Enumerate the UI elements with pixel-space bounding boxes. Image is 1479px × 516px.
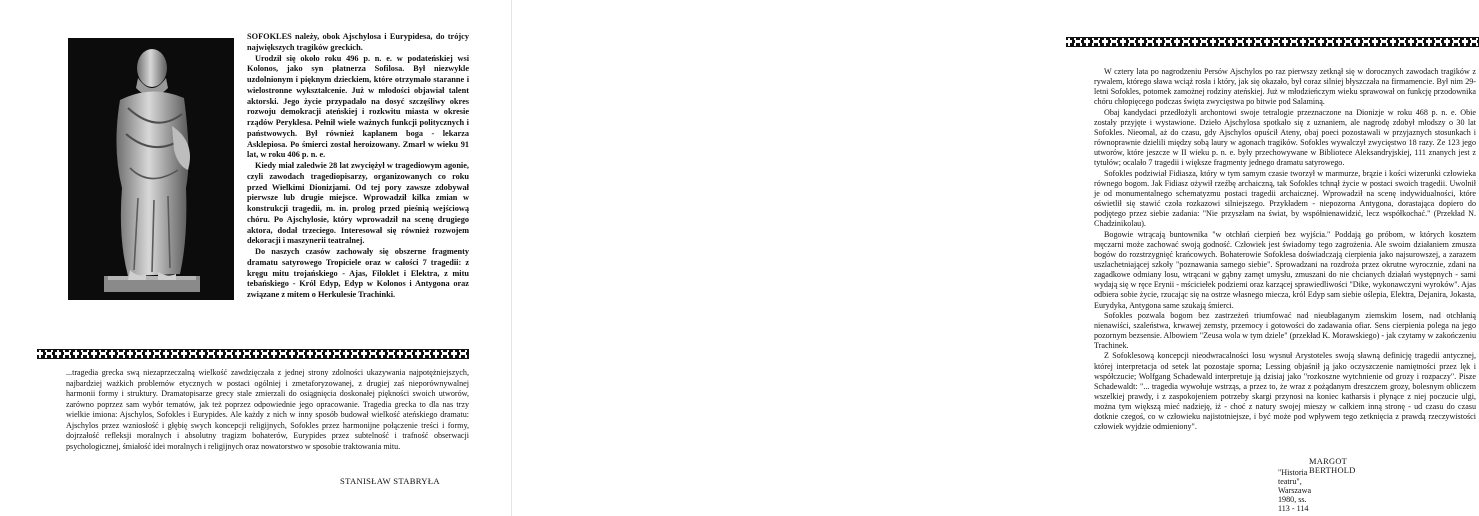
intro-paragraph: Kiedy miał zaledwie 28 lat zwyciężył w tragediowym agonie, czyli zawodach tragediopisarzy, organizowanych co roku przed Wielkimi Dionizjami. Od tej pory zawsze zdobywał pierwsze lub drugie miejsce. Wprowadził kilka zmian w konstrukcji tragedii, m. in. prolog przed pieśnią wejściową chóru. Po Ajschylosie, który wprowadził na scenę drugiego aktora, dodał trzeciego. Interesował się również rozwojem dekoracji i maszynerii teatralnej. (247, 161, 469, 246)
left-page (0, 0, 512, 516)
greek-key-border (37, 349, 469, 359)
closing-quote-author: STANISŁAW STABRYŁA (340, 476, 440, 486)
closing-quote-text: ...tragedia grecka swą niezaprzeczalną wielkość zawdzięczała z jednej strony zdolności ukazywania najpotężniejszych, najbardziej ważkich problemów etycznych w postaci ogólniej i zmetaforyzowanej, z drugiej zaś nieporównywalnej harmonii formy i struktury. Dramatopisarze grecy stale zmierzali do osiągnięcia doskonałej piękności swoich utworów, zarówno poprzez sam wybór tematów, jak też poprzez odpowiednie jego opracowanie. Tragedia grecka to dla nas trzy wielkie imiona: Ajschylos, Sofokles i Eurypides. Ale każdy z nich w inny sposób budował wielkość ateńskiego dramatu: Ajschylos przez wzniosłość i głębię swych koncepcji religijnych, Sofokles przez harmonijne połączenie treści i formy, dojrzałość refleksji moralnych i absolutny tragizm bohaterów, Eurypides przez subtelność i trafność obserwacji psychologicznej, śmiałość idei moralnych i religijnych oraz nowatorstwo w sposobie traktowania mitu. (66, 368, 469, 451)
greek-key-border (1066, 37, 1479, 47)
intro-paragraph: SOFOKLES należy, obok Ajschylosa i Eurypidesa, do trójcy największych tragików greckich. (247, 32, 469, 52)
excerpt-paragraph: Sofokles podziwiał Fidiasza, który w tym samym czasie tworzył w marmurze, brązie i kości wizerunki człowieka równego bogom. Jak Fidiasz ożywił rzeźbę archaiczną, tak Sofokles tchnął życie w postaci swoich tragedii. Uwolnił je od monumentalnego schematyzmu postaci tragedii archaicznej. Wprowadził na scenę indywidualności, które oświetlił się stawić czoła rozkazowi silniejszego. Przykładem - niepozorna Antygona, dorastająca dopiero do podjętego przez siebie zadania: "Nie przyszłam na świat, by współnienawidzić, lecz współkochać." (Przekład N. Chadzinikolau). (1094, 168, 1476, 229)
right-page (512, 0, 1476, 516)
sophocles-biography (247, 32, 469, 301)
greek-key-pattern (1066, 40, 1479, 43)
intro-paragraph: Urodził się około roku 496 p. n. e. w podateńskiej wsi Kolonos, jako syn płatnerza Sofilosa. Był niezwykle uzdolnionym i pięknym dzieckiem, które otrzymało staranne i wielostronne wykształcenie. Już w młodości objawiał talent aktorski. Jego życie przypadało na dosyć szczęśliwy okres rozwoju demokracji ateńskiej i rozkwitu miasta w okresie rządów Peryklesa. Pełnił wiele ważnych funkcji politycznych i państwowych. Był również kapłanem boga - lekarza Asklepiosa. Po śmierci został heroizowany. Zmarł w wieku 91 lat, w roku 406 p. n. e. (247, 53, 469, 160)
excerpt-paragraph: Z Sofoklesową koncepcji nieodwracalności losu wysnuł Arystoteles swoją sławną definicję tragedii antycznej, której interpretacja od setek lat pozostaje sporna; Lessing objaśnił ją jako oczyszczenie namiętności przez lęk i współczucie; Wolfgang Schadewald interpretuje ją dzisiaj jako "rozkoszne wytchnienie od grozy i rozpaczy". Pisze Schadewaldt: "... tragedia wywołuje wstrząs, a przez to, że wraz z pożądanym dreszczem grozy, bolesnym obliczem wszelkiej prawdy, i z zaspokojeniem potrzeby skargi przynosi na koniec katharsis i płynące z niej poczucie ulgi, można tym większą mieć nadzieję, iż - choć z natury swojej mieszy w całkiem inną stronę - ud czasu do czasu dotknie czegoś, co w człowieku najistotniejsze, i być może pod wpływem tego zetknięcia z prawdą rzeczywistości człowiek wyjdzie odmieniony". (1094, 351, 1476, 432)
intro-paragraph: Do naszych czasów zachowały się obszerne fragmenty dramatu satyrowego Tropiciele oraz w całości 7 tragedii: z kręgu mitu trojańskiego - Ajas, Filoklet i Elektra, z mitu tebańskiego - Król Edyp, Edyp w Kolonos i Antygona oraz związane z mitem o Herkulesie Trachinki. (247, 247, 469, 299)
sophocles-statue-photo (68, 38, 234, 300)
statue-illustration (68, 38, 234, 300)
excerpt-paragraph: W cztery lata po nagrodzeniu Persów Ajschylos po raz pierwszy zetknął się w dorocznych zawodach tragików z rywalem, którego sława wciąż rosła i który, jak się okazało, był coraz silniej błyszczała na firmamencie. Był nim 29-letni Sofokles, potomek zamożnej rodziny ateńskiej. Już w młodzieńczym wieku sprawował on funkcję przodownika chóru chłopięcego podczas święta zwycięstwa po bitwie pod Salaminą. (1094, 67, 1476, 107)
excerpt-paragraph: Bogowie wtrącają buntownika "w otchłań cierpień bez wyjścia." Poddają go próbom, w których kosztem męczarni może zachować swoją godność. Człowiek jest świadomy tego zagrożenia. Ale swoim działaniem zmusza bogów do rozstrzygnięć krańcowych. Bohaterowie Sofoklesa doświadczają cierpienia jako najsurowszej, a zarazem uszlachetniającej szkoły "poznawania samego siebie". Sprowadzani na rozdroża przez okrutne wyrocznie, zdani na zagadkowe odmiany losu, wtrącani w gąbny zamęt umysłu, zmuszani do nie chcianych działań występnych - sami wydają się w ręce Erynii - mściciełek podziemi oraz karzącej sprawiedliwości "Dike, wykonawczyni wyroków". Ajas odbiera sobie życie, rzucając się na ostrze własnego miecza, król Edyp sam siebie oślepia, Elektra, Dejanira, Jokasta, Eurydyka, Antygona same szukają śmierci. (1094, 229, 1476, 310)
excerpt-source: "Historia teatru", Warszawa 1980, ss. 113 - 114 (1278, 468, 1312, 513)
theatre-history-excerpt (1094, 67, 1476, 433)
closing-quote (66, 368, 469, 452)
greek-key-pattern (37, 352, 469, 355)
excerpt-author: MARGOT BERTHOLD (1309, 457, 1356, 475)
excerpt-paragraph: Sofokles pozwala bogom bez zastrzeżeń triumfować nad nieubłaganym ziemskim losem, nad otchłanią nienawiści, szaleństwa, krwawej zemsty, przemocy i gotowości do zadawania ofiar. Sens cierpienia polega na jego pozornym bezsensie. Albowiem "Zeusa wola w tym dziele" (przekład K. Morawskiego) - jak czytamy w zakończeniu Trachinek. (1094, 310, 1476, 351)
excerpt-paragraph: Obaj kandydaci przedłożyli archontowi swoje tetralogie przeznaczone na Dionizje w roku 468 p. n. e. Obie zostały przyjęte i wystawione. Dzieło Ajschylosa spotkało się z uznaniem, ale nagrodę zdobył młodszy o 30 lat Sofokles. Nieomal, aż do czasu, gdy Ajschylos opuścił Ateny, obaj poeci pozostawali w przyjaznych stosunkach i równoprawnie dzielili między sobą laury w agonach tragików. Sofokles wywalczył zwycięstwo 18 razy. Ze 123 jego utworów, które jeszcze w II wieku p. n. e. były przechowywane w Bibliotece Aleksandryjskiej, 111 znanych jest z tytułów; ocalało 7 tragedii i większe fragmenty jednego dramatu satyrowego. (1094, 107, 1476, 168)
